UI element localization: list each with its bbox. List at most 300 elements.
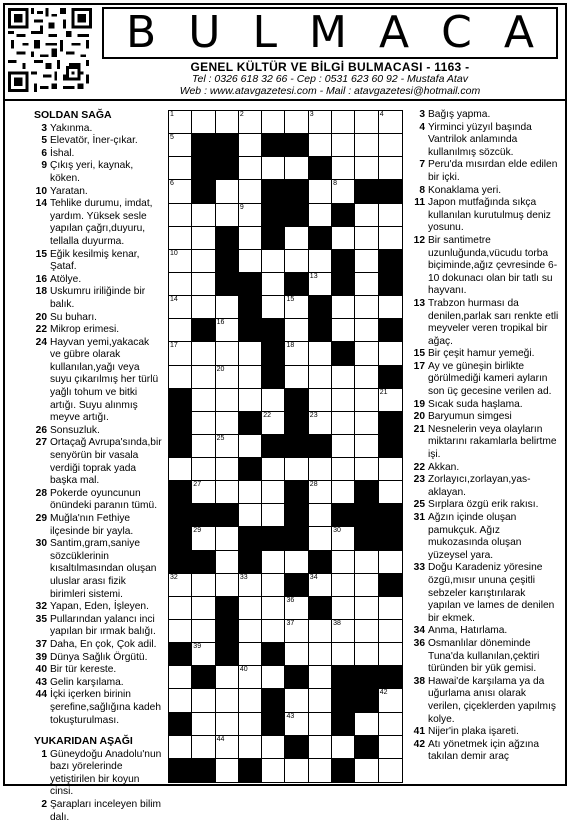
grid-cell[interactable] <box>332 111 355 134</box>
grid-cell[interactable] <box>169 273 192 296</box>
grid-cell[interactable] <box>379 551 402 574</box>
clue-number: 43 <box>35 676 47 688</box>
clue-item <box>34 538 162 601</box>
grid-cell[interactable] <box>285 157 308 180</box>
grid-block <box>379 504 402 527</box>
grid-cell[interactable] <box>216 736 239 759</box>
grid-block <box>285 666 308 689</box>
grid-cell[interactable] <box>192 111 215 134</box>
grid-cell[interactable] <box>309 458 332 481</box>
grid-block <box>192 666 215 689</box>
clue-number: 12 <box>413 234 425 246</box>
grid-cell[interactable] <box>379 689 402 712</box>
clue-text: Santim,gram,saniye sözcüklerinin kısaltılmasından oluşan uluslar arası fizik birimleri sistemi. <box>50 538 157 600</box>
grid-cell[interactable] <box>169 134 192 157</box>
grid-cell[interactable] <box>379 597 402 620</box>
grid-block <box>309 319 332 342</box>
grid-cell[interactable] <box>192 366 215 389</box>
clue-item <box>412 638 560 676</box>
grid-cell[interactable] <box>332 481 355 504</box>
grid-cell[interactable] <box>216 574 239 597</box>
grid-cell[interactable] <box>262 481 285 504</box>
clue-item <box>34 324 162 337</box>
clue-item <box>34 123 162 136</box>
grid-cell[interactable] <box>309 342 332 365</box>
clue-item <box>412 676 560 726</box>
grid-cell[interactable] <box>169 319 192 342</box>
grid-cell[interactable] <box>355 412 378 435</box>
grid-cell[interactable] <box>309 643 332 666</box>
clue-text: Sırplara özgü erik rakısı. <box>428 499 539 511</box>
grid-cell[interactable] <box>285 366 308 389</box>
grid-cell[interactable] <box>379 111 402 134</box>
grid-cell[interactable] <box>379 227 402 250</box>
grid-cell[interactable] <box>379 157 402 180</box>
cell-number: 4 <box>379 111 384 118</box>
grid-cell[interactable] <box>192 227 215 250</box>
clue-text: Dünya Sağlık Örgütü. <box>50 651 148 663</box>
grid-cell[interactable] <box>285 551 308 574</box>
grid-cell[interactable] <box>262 250 285 273</box>
clue-item <box>34 186 162 199</box>
grid-cell[interactable] <box>309 134 332 157</box>
grid-cell[interactable] <box>285 643 308 666</box>
clue-text: Nesnelerin veya olayların miktarını rakamlarla belirtme işi. <box>428 423 557 461</box>
grid-cell[interactable] <box>332 551 355 574</box>
grid-block <box>192 134 215 157</box>
grid-cell[interactable] <box>239 204 262 227</box>
grid-cell[interactable] <box>355 759 378 782</box>
grid-cell[interactable] <box>169 736 192 759</box>
grid-cell[interactable] <box>355 319 378 342</box>
grid-cell[interactable] <box>285 597 308 620</box>
grid-cell[interactable] <box>216 389 239 412</box>
clue-text: Mikrop erimesi. <box>50 324 120 336</box>
grid-cell[interactable] <box>192 250 215 273</box>
cell-number: 36 <box>286 596 295 604</box>
grid-cell[interactable] <box>355 342 378 365</box>
grid-block <box>332 342 355 365</box>
grid-cell[interactable] <box>216 111 239 134</box>
grid-cell[interactable] <box>239 481 262 504</box>
grid-cell[interactable] <box>239 666 262 689</box>
grid-cell[interactable] <box>309 389 332 412</box>
grid-cell[interactable] <box>309 736 332 759</box>
clue-text: Sonsuzluk. <box>50 424 100 436</box>
grid-cell[interactable] <box>332 180 355 203</box>
clue-number: 18 <box>35 286 47 298</box>
grid-cell[interactable] <box>355 134 378 157</box>
grid-cell[interactable] <box>262 296 285 319</box>
grid-block <box>216 273 239 296</box>
grid-cell[interactable] <box>239 134 262 157</box>
grid-cell[interactable] <box>239 504 262 527</box>
grid-block <box>216 504 239 527</box>
clue-text: Elevatör, İner-çıkar. <box>50 135 138 147</box>
grid-cell[interactable] <box>285 319 308 342</box>
clue-item <box>34 312 162 325</box>
grid-cell[interactable] <box>262 736 285 759</box>
cell-number: 40 <box>239 666 248 674</box>
clue-item <box>412 562 560 625</box>
crossword-grid <box>168 110 403 783</box>
grid-cell[interactable] <box>309 204 332 227</box>
clue-item <box>34 488 162 513</box>
grid-cell[interactable] <box>192 389 215 412</box>
grid-cell[interactable] <box>262 620 285 643</box>
grid-cell[interactable] <box>309 111 332 134</box>
grid-cell[interactable] <box>169 296 192 319</box>
grid-cell[interactable] <box>332 412 355 435</box>
grid-cell[interactable] <box>379 643 402 666</box>
grid-cell[interactable] <box>239 389 262 412</box>
clue-text: Muğla'nın Fethiye ilçesinde bir yayla. <box>50 513 134 537</box>
grid-cell[interactable] <box>379 296 402 319</box>
clue-number: 33 <box>413 562 425 574</box>
grid-cell[interactable] <box>239 180 262 203</box>
clue-item <box>34 664 162 677</box>
clue-item <box>412 399 560 412</box>
title-letter: L <box>252 7 277 58</box>
clue-number: 20 <box>413 411 425 423</box>
grid-block <box>379 527 402 550</box>
grid-cell[interactable] <box>355 458 378 481</box>
grid-cell[interactable] <box>262 759 285 782</box>
grid-block <box>192 759 215 782</box>
grid-cell[interactable] <box>262 666 285 689</box>
grid-cell[interactable] <box>355 713 378 736</box>
grid-block <box>285 134 308 157</box>
grid-cell[interactable] <box>332 134 355 157</box>
grid-cell[interactable] <box>379 389 402 412</box>
grid-cell[interactable] <box>239 689 262 712</box>
clue-item <box>412 235 560 298</box>
clue-number: 35 <box>35 613 47 625</box>
grid-cell[interactable] <box>216 204 239 227</box>
grid-cell[interactable] <box>169 366 192 389</box>
grid-cell[interactable] <box>239 111 262 134</box>
grid-cell[interactable] <box>192 689 215 712</box>
clue-number: 19 <box>413 398 425 410</box>
grid-cell[interactable] <box>332 296 355 319</box>
contact-web-line: Web : www.atavgazetesi.com - Mail : atavgazetesi@hotmail.com <box>179 85 481 97</box>
grid-cell[interactable] <box>285 689 308 712</box>
clue-text: Akkan. <box>428 461 460 473</box>
grid-cell[interactable] <box>332 319 355 342</box>
grid-block <box>192 551 215 574</box>
grid-cell[interactable] <box>355 597 378 620</box>
grid-cell[interactable] <box>309 412 332 435</box>
cell-number: 17 <box>170 342 178 350</box>
clue-text: İçki içerken birinin şerefine,sağlığına kadeh tokuşturulması. <box>50 689 162 726</box>
grid-cell[interactable] <box>192 204 215 227</box>
cell-number: 13 <box>309 272 318 280</box>
grid-cell[interactable] <box>262 504 285 527</box>
grid-cell[interactable] <box>216 342 239 365</box>
clue-item <box>34 135 162 148</box>
grid-cell[interactable] <box>309 666 332 689</box>
grid-cell[interactable] <box>379 759 402 782</box>
grid-block <box>239 551 262 574</box>
grid-block <box>285 736 308 759</box>
grid-cell[interactable] <box>192 481 215 504</box>
grid-cell[interactable] <box>216 689 239 712</box>
clue-text: Zorlayıcı,zorlayan,yas-aklayan. <box>428 474 531 498</box>
grid-cell[interactable] <box>192 597 215 620</box>
grid-block <box>332 273 355 296</box>
grid-cell[interactable] <box>169 597 192 620</box>
grid-cell[interactable] <box>239 342 262 365</box>
grid-cell[interactable] <box>169 458 192 481</box>
grid-cell[interactable] <box>239 620 262 643</box>
grid-cell[interactable] <box>332 458 355 481</box>
grid-cell[interactable] <box>355 574 378 597</box>
grid-cell[interactable] <box>262 458 285 481</box>
clue-number: 8 <box>419 184 425 196</box>
grid-cell[interactable] <box>355 643 378 666</box>
grid-cell[interactable] <box>332 597 355 620</box>
grid-cell[interactable] <box>355 620 378 643</box>
grid-cell[interactable] <box>169 180 192 203</box>
grid-cell[interactable] <box>239 643 262 666</box>
grid-cell[interactable] <box>169 342 192 365</box>
grid-cell[interactable] <box>239 227 262 250</box>
grid-cell[interactable] <box>192 412 215 435</box>
grid-block <box>216 643 239 666</box>
grid-cell[interactable] <box>309 689 332 712</box>
grid-cell[interactable] <box>216 759 239 782</box>
grid-cell[interactable] <box>262 111 285 134</box>
grid-cell[interactable] <box>355 551 378 574</box>
grid-cell[interactable] <box>216 296 239 319</box>
cell-number: 20 <box>216 365 225 373</box>
grid-cell[interactable] <box>239 366 262 389</box>
clue-number: 24 <box>35 336 47 348</box>
grid-cell[interactable] <box>332 736 355 759</box>
grid-cell[interactable] <box>192 342 215 365</box>
grid-cell[interactable] <box>332 435 355 458</box>
grid-cell[interactable] <box>169 204 192 227</box>
cell-number: 44 <box>216 735 225 743</box>
grid-cell[interactable] <box>309 366 332 389</box>
grid-cell[interactable] <box>192 527 215 550</box>
grid-cell[interactable] <box>285 713 308 736</box>
grid-cell[interactable] <box>262 157 285 180</box>
grid-cell[interactable] <box>262 273 285 296</box>
grid-cell[interactable] <box>169 666 192 689</box>
grid-cell[interactable] <box>169 574 192 597</box>
clue-text: Uskumru iriliğinde bir balık. <box>50 286 146 310</box>
cell-number: 8 <box>333 180 337 188</box>
grid-cell[interactable] <box>169 111 192 134</box>
clue-item <box>412 122 560 160</box>
clue-text: Su buharı. <box>50 311 98 323</box>
grid-cell[interactable] <box>355 366 378 389</box>
grid-cell[interactable] <box>285 620 308 643</box>
grid-cell[interactable] <box>216 481 239 504</box>
clue-number: 26 <box>35 424 47 436</box>
grid-cell[interactable] <box>262 412 285 435</box>
grid-cell[interactable] <box>169 157 192 180</box>
grid-cell[interactable] <box>262 551 285 574</box>
grid-cell[interactable] <box>216 366 239 389</box>
grid-cell[interactable] <box>285 342 308 365</box>
grid-cell[interactable] <box>216 180 239 203</box>
grid-cell[interactable] <box>216 551 239 574</box>
grid-cell[interactable] <box>309 620 332 643</box>
grid-cell[interactable] <box>379 342 402 365</box>
grid-cell[interactable] <box>309 180 332 203</box>
clue-item <box>412 462 560 475</box>
grid-block <box>216 250 239 273</box>
grid-cell[interactable] <box>379 204 402 227</box>
grid-cell[interactable] <box>285 111 308 134</box>
grid-cell[interactable] <box>355 204 378 227</box>
grid-block <box>379 180 402 203</box>
grid-cell[interactable] <box>192 458 215 481</box>
grid-cell[interactable] <box>355 227 378 250</box>
grid-block <box>332 759 355 782</box>
grid-cell[interactable] <box>332 389 355 412</box>
grid-block <box>262 689 285 712</box>
grid-block <box>169 435 192 458</box>
grid-cell[interactable] <box>239 250 262 273</box>
grid-cell[interactable] <box>239 713 262 736</box>
clue-item <box>34 614 162 639</box>
grid-block <box>216 157 239 180</box>
cell-number: 16 <box>216 319 225 327</box>
grid-cell[interactable] <box>355 157 378 180</box>
grid-cell[interactable] <box>192 435 215 458</box>
grid-cell[interactable] <box>332 620 355 643</box>
clue-text: Bağış yapma. <box>428 109 491 120</box>
grid-cell[interactable] <box>192 273 215 296</box>
grid-cell[interactable] <box>379 713 402 736</box>
grid-cell[interactable] <box>309 574 332 597</box>
grid-cell[interactable] <box>379 481 402 504</box>
grid-cell[interactable] <box>169 250 192 273</box>
grid-cell[interactable] <box>169 689 192 712</box>
grid-cell[interactable] <box>192 713 215 736</box>
grid-cell[interactable] <box>216 713 239 736</box>
title-letter: C <box>441 7 472 58</box>
title-letter: M <box>308 7 347 58</box>
grid-cell[interactable] <box>355 435 378 458</box>
grid-cell[interactable] <box>309 481 332 504</box>
grid-cell[interactable] <box>239 157 262 180</box>
grid-cell[interactable] <box>285 759 308 782</box>
grid-block <box>192 180 215 203</box>
grid-cell[interactable] <box>309 527 332 550</box>
grid-cell[interactable] <box>239 736 262 759</box>
grid-block <box>355 180 378 203</box>
grid-cell[interactable] <box>216 458 239 481</box>
title-letter: A <box>378 7 410 58</box>
grid-block <box>285 389 308 412</box>
grid-cell[interactable] <box>355 273 378 296</box>
grid-cell[interactable] <box>169 620 192 643</box>
grid-block <box>332 689 355 712</box>
grid-cell[interactable] <box>262 597 285 620</box>
grid-cell[interactable] <box>192 643 215 666</box>
grid-cell[interactable] <box>285 458 308 481</box>
grid-cell[interactable] <box>192 574 215 597</box>
grid-cell[interactable] <box>379 736 402 759</box>
clue-text: Ağzın içinde oluşan pamukçuk. Ağız mukozasında oluşan yüzeysel yara. <box>428 512 522 561</box>
clue-number: 10 <box>35 185 47 197</box>
grid-cell[interactable] <box>332 227 355 250</box>
grid-cell[interactable] <box>239 597 262 620</box>
grid-cell[interactable] <box>332 643 355 666</box>
cell-number: 37 <box>286 620 295 628</box>
grid-cell[interactable] <box>192 296 215 319</box>
grid-cell[interactable] <box>216 412 239 435</box>
grid-cell[interactable] <box>192 736 215 759</box>
grid-cell[interactable] <box>285 227 308 250</box>
grid-cell[interactable] <box>285 250 308 273</box>
cell-number: 43 <box>286 712 295 720</box>
clue-item <box>412 739 560 764</box>
grid-cell[interactable] <box>216 666 239 689</box>
grid-cell[interactable] <box>262 389 285 412</box>
grid-block <box>169 412 192 435</box>
grid-cell[interactable] <box>355 250 378 273</box>
grid-cell[interactable] <box>332 366 355 389</box>
grid-cell[interactable] <box>309 250 332 273</box>
grid-cell[interactable] <box>379 620 402 643</box>
grid-cell[interactable] <box>355 389 378 412</box>
grid-cell[interactable] <box>239 574 262 597</box>
grid-cell[interactable] <box>355 111 378 134</box>
grid-cell[interactable] <box>262 574 285 597</box>
grid-cell[interactable] <box>309 504 332 527</box>
clue-number: 6 <box>41 147 47 159</box>
grid-cell[interactable] <box>355 296 378 319</box>
clue-number: 11 <box>414 197 425 209</box>
clue-number: 28 <box>35 487 47 499</box>
grid-cell[interactable] <box>192 620 215 643</box>
grid-cell[interactable] <box>216 435 239 458</box>
grid-cell[interactable] <box>309 273 332 296</box>
grid-cell[interactable] <box>216 319 239 342</box>
grid-cell[interactable] <box>169 227 192 250</box>
clue-item <box>34 286 162 311</box>
grid-cell[interactable] <box>216 527 239 550</box>
down-heading: YUKARIDAN AŞAĞI <box>34 735 133 748</box>
down-clue-list-left <box>34 749 162 824</box>
grid-cell[interactable] <box>309 759 332 782</box>
grid-cell[interactable] <box>379 134 402 157</box>
grid-block <box>262 366 285 389</box>
clue-item <box>412 512 560 562</box>
grid-cell[interactable] <box>332 157 355 180</box>
grid-cell[interactable] <box>332 527 355 550</box>
grid-cell[interactable] <box>379 458 402 481</box>
grid-cell[interactable] <box>309 713 332 736</box>
grid-block <box>285 412 308 435</box>
cell-number: 9 <box>239 203 244 211</box>
grid-block <box>332 666 355 689</box>
grid-block <box>309 597 332 620</box>
cell-number: 30 <box>333 527 341 535</box>
grid-cell[interactable] <box>285 296 308 319</box>
grid-cell[interactable] <box>239 435 262 458</box>
grid-block <box>332 250 355 273</box>
clue-text: Pokerde oyuncunun önündeki paranın tümü. <box>50 487 158 512</box>
grid-cell[interactable] <box>332 574 355 597</box>
clue-number: 32 <box>35 601 47 613</box>
grid-block <box>309 157 332 180</box>
